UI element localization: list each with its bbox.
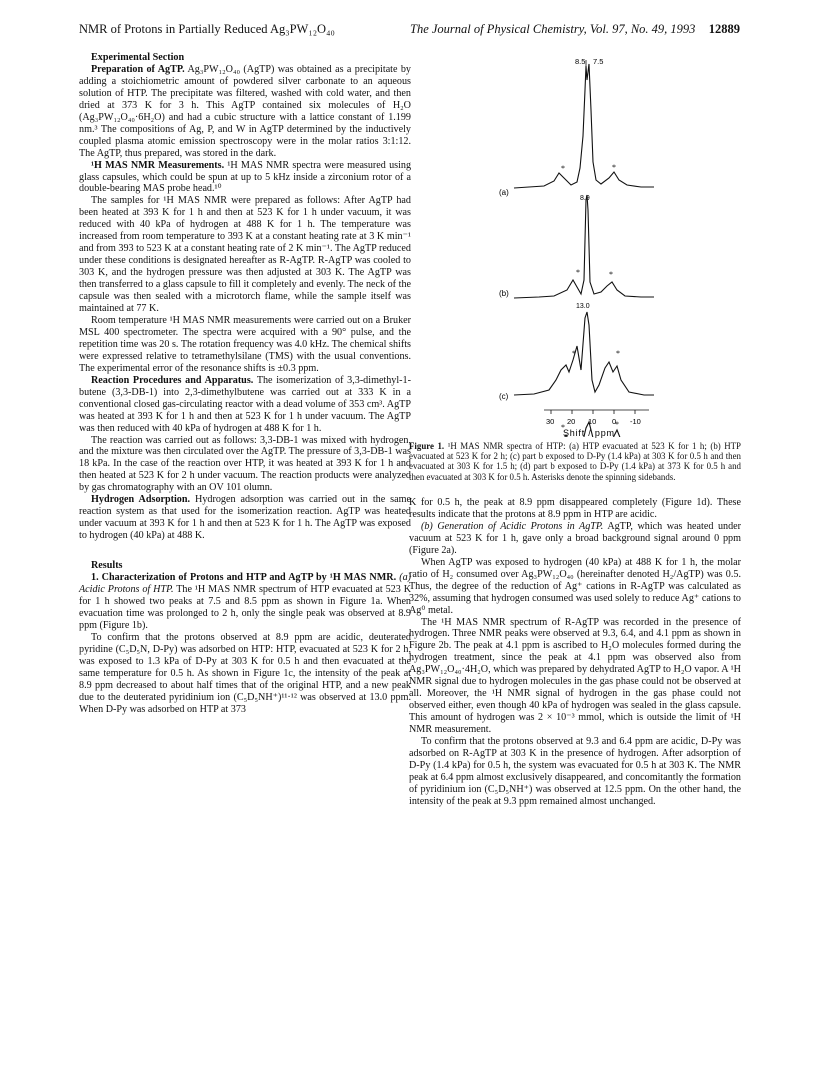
samples-paragraph: The samples for ¹H MAS NMR were prepared as follows: After AgTP had been heated at 393 K for 1 h and then at 523 K for 1 h under vacuum, it was reduced with 40 kPa of hydrogen at 488 K for 1 h. The temperature was increased from room temperature to 393 K at a constant heating rate at 3 K min⁻¹ and from 393 to 523 K at a constant heating rate of 2 K min⁻¹. The AgTP reduced under these conditions is designated hereafter as R-AgTP. R-AgTP was cooled to 303 K, and the hydrogen pressure was then adjusted at 303 K. The AgTP was then transferred to a glass capsule to fill it completely and evenly. The neck of the capsule was then sealed with a microtorch flame, while the sample itself was maintained at 77 K. [79, 195, 411, 315]
sideband-star-d2: * [615, 420, 619, 429]
peak-label-8-9: 8.9 [580, 195, 590, 202]
peak-label-13-0: 13.0 [576, 303, 590, 310]
generation-subtitle: (b) Generation of Acidic Protons in AgTP. [421, 520, 604, 532]
reaction-body: The isomerization of 3,3-dimethyl-1-butene (3,3-DB-1) into 2,3-dimethylbutene was carried out at 333 K in a conventional closed gas-circulating reactor with a dead volume of 353 cm³. AgTP was heated at 393 K for 1 h and then at 523 K for 1 h under vacuum. The AgTP was then reduced with 40 kPa of hydrogen at 488 K for 1 h. [79, 374, 411, 434]
preparation-title: Preparation of AgTP. [91, 63, 185, 75]
axis-label: Shift / ppm [563, 428, 615, 438]
shift-axis [409, 406, 741, 446]
confirm-paragraph: To confirm that the protons observed at 8.9 ppm are acidic, deuterated pyridine (C₅D₅N, D-Py) was adsorbed on HTP: HTP, evacuated at 523 K for 2 h, was exposed to 1.3 kPa of D-Py at 303 K for 0.5 h and then evacuated at the same temperature for 0.5 h. As shown in Figure 1c, the intensity of the peak at 8.9 ppm decreased to about half times that of the original HTP, and a new peak due to the deuterated pyridinium ion (C₅D₅NH⁺)¹¹·¹² was observed at 13.0 ppm. When D-Py was adsorbed on HTP at 373 [79, 631, 411, 715]
panel-label-b: (b) [499, 289, 509, 298]
spectrum-a [514, 64, 654, 188]
mas-title: ¹H MAS NMR Measurements. [91, 159, 225, 171]
room-temp-paragraph: Room temperature ¹H MAS NMR measurements were carried out on a Bruker MSL 400 spectrometer. The spectra were acquired with a 90° pulse, and the repetition time was 20 s. The rotation frequency was 4.0 kHz. The chemical shifts were expressed relative to tetramethylsilane (TMS) with the usual conventions. The experimental error of the resonance shifts is ±0.3 ppm. [79, 314, 411, 374]
experimental-heading: Experimental Section [91, 52, 185, 63]
confirm-2-paragraph: To confirm that the protons observed at 9.3 and 6.4 ppm are acidic, D-Py was adsorbed on R-AgTP at 303 K in the presence of hydrogen. After adsorption of D-Py (1.4 kPa) for 0.5 h, the system was evacuated for 0.5 h at 303 K. The NMR peak at 6.4 ppm almost exclusively disappeared, and concomitantly the formation of pyridinium ion (C₅D₅NH⁺) was observed at 12.5 ppm. On the other hand, the intensity of the peak at 9.3 ppm remained almost unchanged. [409, 736, 741, 807]
spectrum-b [514, 195, 654, 298]
hydrogen-body: Hydrogen adsorption was carried out in the same reaction system as that used for the isomerization reaction. AgTP was heated under vacuum at 393 K for 1 h and then at 523 K for 1 h. The AgTP was exposed to hydrogen (40 kPa) at 488 K. [79, 494, 411, 542]
hydrogen-paragraph [79, 494, 411, 542]
caption-text: ¹H MAS NMR spectra of HTP: (a) HTP evacuated at 523 K for 1 h; (b) HTP evacuated at 523 K for 2 h; (c) part b exposed to D-Py (1.4 kPa) at 303 K for 0.5 h and then evacuated at 303 K for 1.5 h; (d) part b exposed to D-Py (1.4 kPa) at 373 K for 0.5 h and then evacuated at 303 K for 0.5 h. Asterisks denote the spinning sidebands. [409, 441, 741, 482]
mas-body: ¹H MAS NMR spectra were measured using glass capsules, which could be spun at up to 5 kHz inside a zirconium rotor of a double-bearing MAS probe head.¹⁰ [79, 159, 412, 195]
nmr-spectra-plot [409, 50, 741, 437]
journal-header [410, 22, 740, 37]
right-column [409, 497, 741, 808]
mas-paragraph [79, 160, 411, 196]
characterization-subtitle: (a) Acidic Protons of HTP. [79, 572, 412, 595]
figure-1 [409, 50, 741, 437]
sideband-star-b2: * [609, 270, 613, 279]
running-title: NMR of Protons in Partially Reduced Ag₃PW₁₂O₄₀ [79, 22, 335, 36]
generation-body: AgTP, which was heated under vacuum at 523 K for 1 h, gave only a broad background signal around 0 ppm (Figure 2a). [409, 520, 741, 556]
preparation-body: Ag₃PW₁₂O₄₀ (AgTP) was obtained as a precipitate by adding a stoichiometric amount of powdered silver carbonate to an aqueous solution of HTP. The precipitate was filtered, washed with cold water, and then dried at 373 K for 3 h. This AgTP contained six molecules of H₂O (Ag₃PW₁₂O₄₀·6H₂O) and had a cubic structure with a lattice constant of 1.199 nm.³ The compositions of Ag, P, and W in AgTP determined by the inductively coupled plasma atomic emission spectroscopy were in the molar ratios 3:1:12. The AgTP, thus prepared, was stored in the dark. [79, 63, 411, 159]
left-column [79, 52, 411, 715]
panel-label-c: (c) [499, 392, 509, 401]
reaction-title: Reaction Procedures and Apparatus. [91, 374, 254, 386]
peak-label-7-5: 7.5 [593, 57, 604, 66]
exposed-paragraph: When AgTP was exposed to hydrogen (40 kPa) at 488 K for 1 h, the molar ratio of H₂ consumed over Ag₃PW₁₂O₄₀ (hereinafter denoted H₂/AgTP) was 0.5. Thus, the degree of the reduction of Ag⁺ cations in R-AgTP was calculated as 32%, assuming that hydrogen consumed was used solely to reduce Ag⁺ cations to Ag⁰ metal. [409, 556, 741, 616]
spectrum-c [514, 312, 654, 395]
page-number: 12889 [708, 22, 740, 36]
ragtp-paragraph: The ¹H MAS NMR spectrum of R-AgTP was recorded in the presence of hydrogen. Three NMR peaks were observed at 9.3, 6.4, and 4.1 ppm as shown in Figure 2b. The peak at 4.1 ppm is ascribed to H₂O molecules formed during the hydrogen treatment, since the peak at 4.1 ppm was observed also from Ag₃PW₁₂O₄₀·4H₂O, which was prepared by dehydrated AgTP to H₂O vapor. A ¹H NMR signal due to hydrogen molecules in the gas phase could not be observed at all. Moreover, the ¹H NMR signal of hydrogen in the gas phase could not observed either, even though 40 kPa of hydrogen was sealed in the glass capsule. This amount of hydrogen was 2 × 10⁻³ mmol, which is outside the limit of ¹H NMR measurement. [409, 616, 741, 736]
reaction-paragraph-2: The reaction was carried out as follows: 3,3-DB-1 was mixed with hydrogen, and the mixture was then circulated over the AgTP. The pressure of 3,3-DB-1 was 18 kPa. In the case of the reaction over HTP, it was heated at 393 K for 1 h and then heated at 523 K for 2 h under vacuum. The reaction products were analyzed by gas chromatography with an OV 101 olumn. [79, 434, 411, 494]
characterization-title: 1. Characterization of Protons and HTP and AgTP by ¹H MAS NMR. [91, 572, 397, 584]
sideband-star-d1: * [561, 423, 565, 432]
hydrogen-title: Hydrogen Adsorption. [91, 494, 191, 506]
axis-tick-0: 0 [612, 417, 617, 426]
journal-name: The Journal of Physical Chemistry, Vol. 97, No. 49, 1993 [410, 22, 696, 36]
sideband-star-b1: * [576, 268, 580, 277]
panel-label-a: (a) [499, 188, 509, 197]
axis-tick-10: 10 [588, 417, 597, 426]
caption-label: Figure 1. [409, 441, 445, 451]
reaction-paragraph [79, 375, 411, 435]
peak-label-8-5: 8.5 [575, 57, 586, 66]
generation-paragraph [409, 521, 741, 557]
sideband-star-a1: * [561, 164, 565, 173]
characterization-body: The ¹H MAS NMR spectrum of HTP evacuated at 523 K for 1 h showed two peaks at 7.5 and 8.5 ppm as shown in Figure 1a. When evacuation time was prolonged to 2 h, only the single peak was observed at 8.9 ppm (Figure 1b). [79, 583, 412, 631]
axis-tick-20: 20 [567, 417, 576, 426]
characterization-paragraph [79, 572, 411, 632]
figure-caption [409, 441, 741, 482]
sideband-star-a2: * [612, 163, 616, 172]
axis-tick-minus-10: -10 [630, 417, 641, 426]
sideband-star-c1: * [572, 349, 576, 358]
sideband-star-c2: * [616, 349, 620, 358]
continued-paragraph: K for 0.5 h, the peak at 8.9 ppm disappeared completely (Figure 1d). These results indicate that the protons at 8.9 ppm in HTP are acidic. [409, 497, 741, 520]
preparation-paragraph [79, 64, 411, 160]
results-heading: Results [91, 560, 123, 572]
axis-tick-30: 30 [546, 417, 555, 426]
